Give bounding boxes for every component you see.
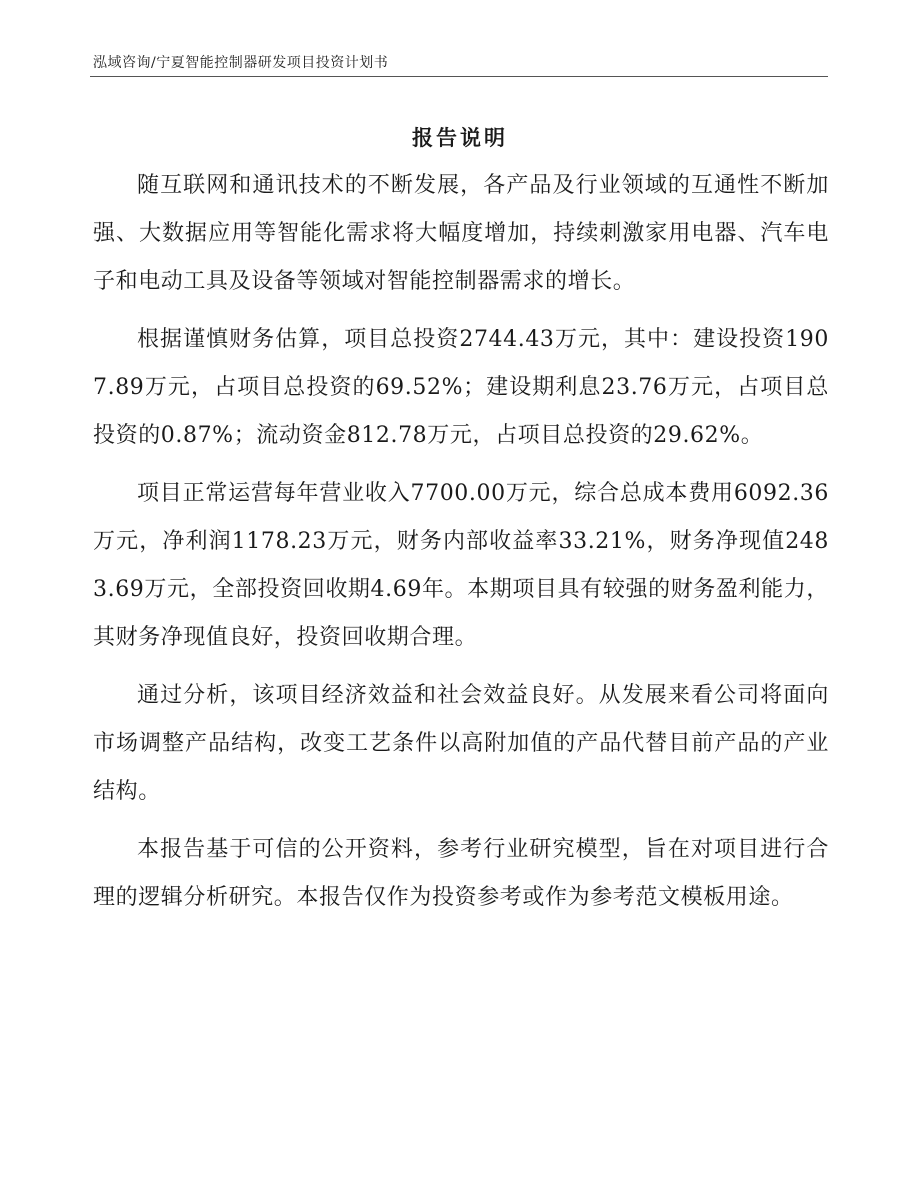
paragraph-financial-performance: 项目正常运营每年营业收入7700.00万元，综合总成本费用6092.36万元，净利润1178.23万元，财务内部收益率33.21%，财务净现值2483.69万元，全部投资回收期4.69年。本期项目具有较强的财务盈利能力，其财务净现值良好，投资回收期合理。 bbox=[93, 481, 829, 650]
running-header: 泓域咨询/宁夏智能控制器研发项目投资计划书 bbox=[93, 55, 389, 71]
paragraph-disclaimer: 本报告基于可信的公开资料，参考行业研究模型，旨在对项目进行合理的逻辑分析研究。本报告仅作为投资参考或作为参考范文模板用途。 bbox=[93, 837, 829, 910]
paragraph-analysis-conclusion: 通过分析，该项目经济效益和社会效益良好。从发展来看公司将面向市场调整产品结构，改变工艺条件以高附加值的产品代替目前产品的产业结构。 bbox=[93, 683, 829, 804]
document-body bbox=[93, 162, 829, 932]
header-divider bbox=[90, 76, 828, 77]
paragraph-market-background: 随互联网和通讯技术的不断发展，各产品及行业领域的互通性不断加强、大数据应用等智能化需求将大幅度增加，持续刺激家用电器、汽车电子和电动工具及设备等领域对智能控制器需求的增长。 bbox=[93, 173, 829, 294]
section-title: 报告说明 bbox=[412, 126, 508, 150]
paragraph-investment-estimate: 根据谨慎财务估算，项目总投资2744.43万元，其中：建设投资1907.89万元，占项目总投资的69.52%；建设期利息23.76万元，占项目总投资的0.87%；流动资金812.78万元，占项目总投资的29.62%。 bbox=[93, 327, 829, 448]
